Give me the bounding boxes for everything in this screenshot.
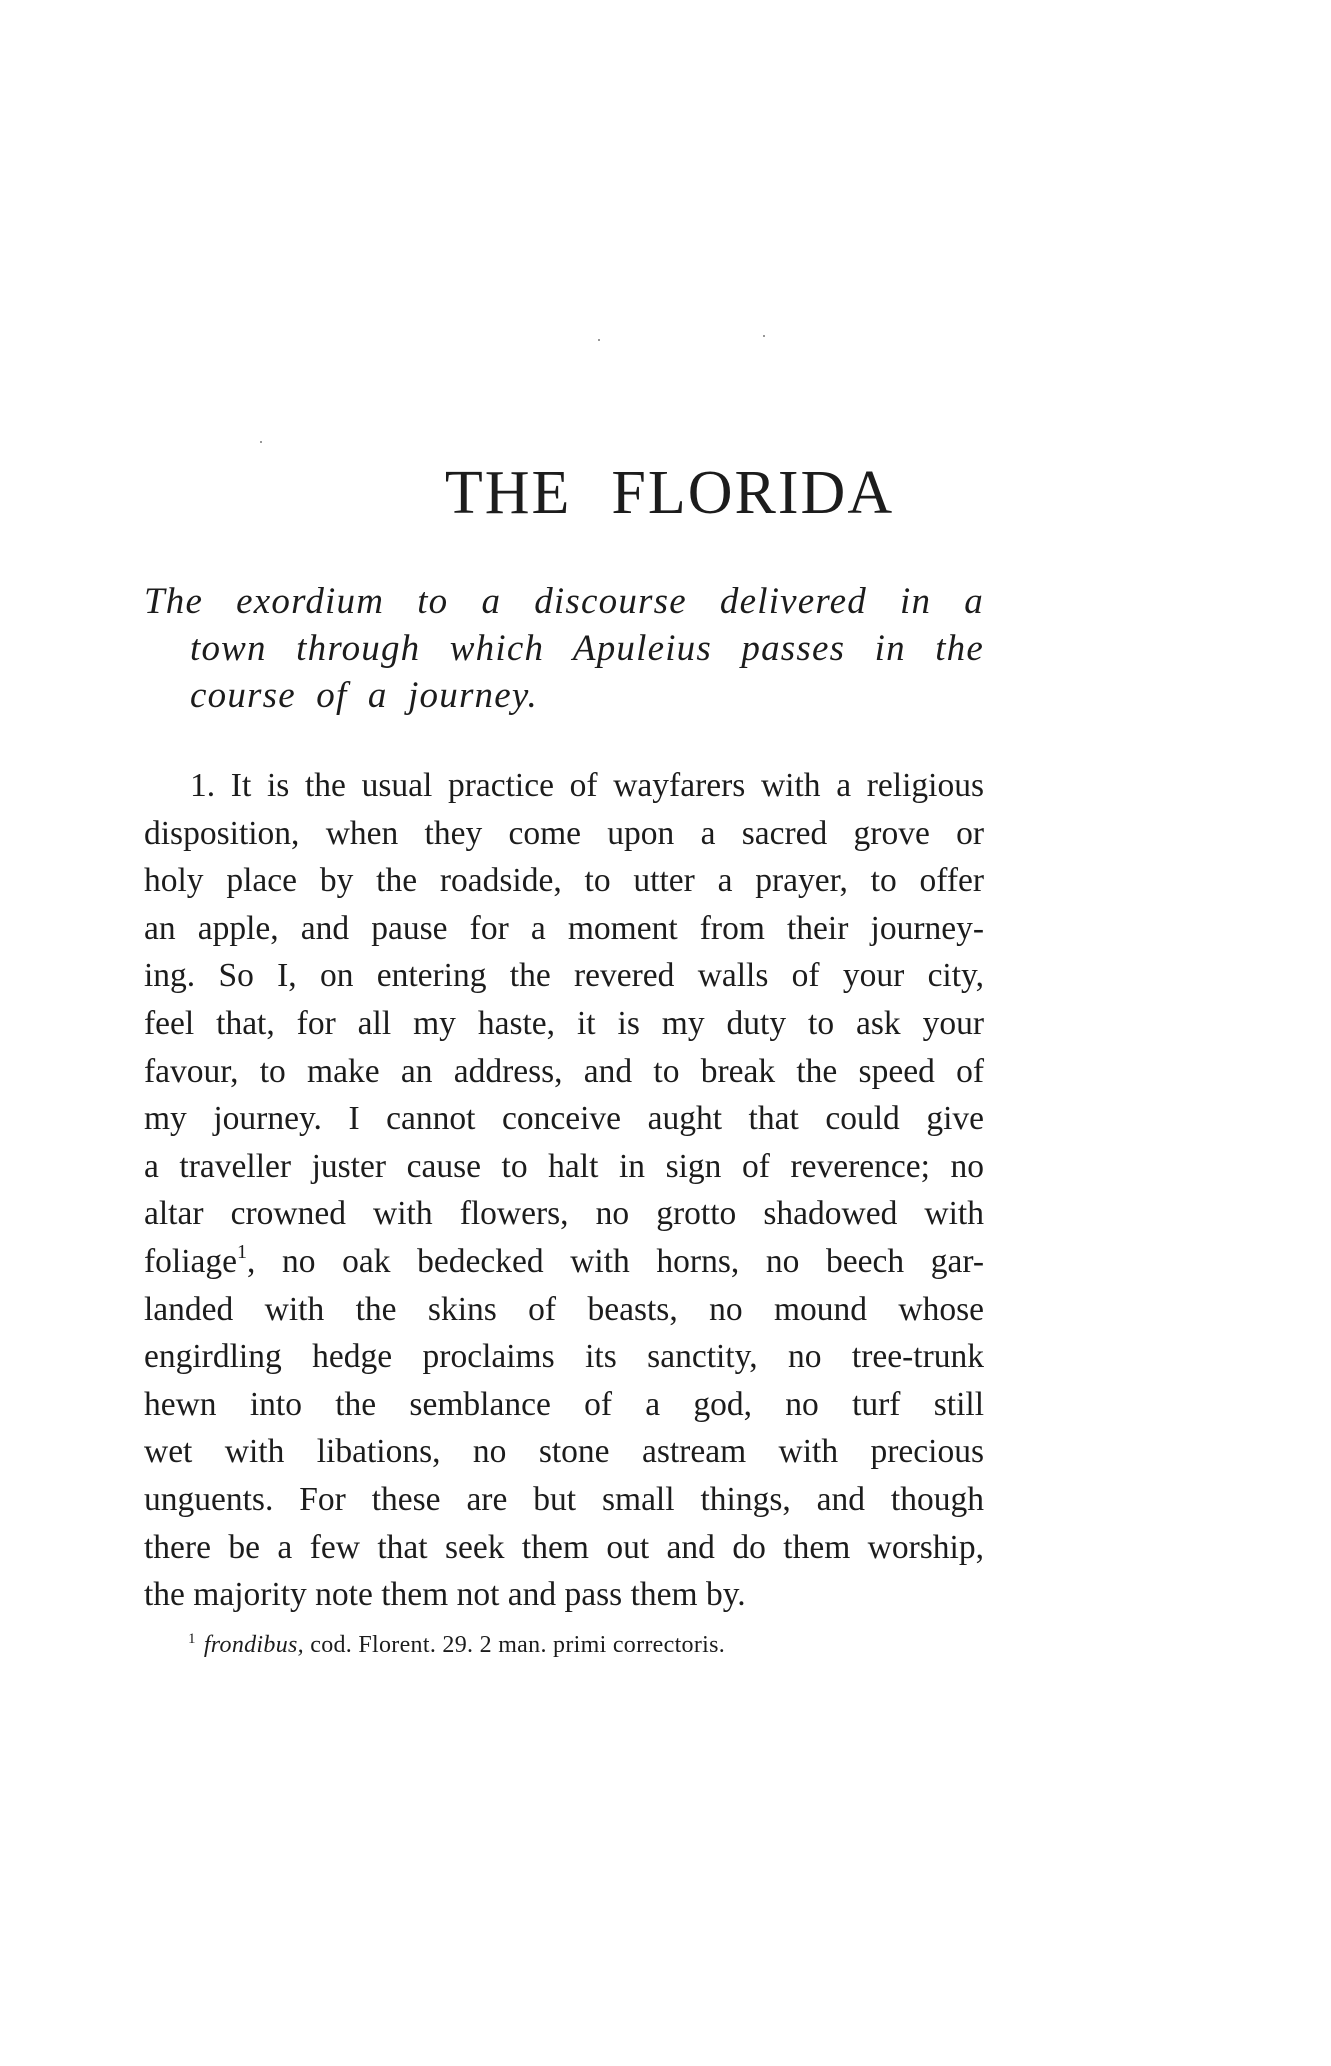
body-line: my journey. I cannot conceive aught that could give (144, 1100, 984, 1138)
body-line: a traveller juster cause to halt in sign of reverence; no (144, 1147, 984, 1185)
body-line: engirdling hedge proclaims its sanctity, no tree-trunk (144, 1338, 984, 1376)
body-line: holy place by the roadside, to utter a prayer, to offer (144, 862, 984, 900)
body-line: ing. So I, on entering the revered walls of your city, (144, 957, 984, 995)
body-line: 1. It is the usual practice of wayfarers with a religious (190, 767, 984, 804)
footnote-reference: 1 (237, 1240, 248, 1263)
body-line: favour, to make an address, and to break the speed of (144, 1052, 984, 1090)
body-line-part: foliage (144, 1242, 238, 1280)
scan-speck (763, 335, 765, 337)
body-paragraph (144, 762, 984, 1619)
footnote-italic-word: frondibus, (203, 1632, 304, 1658)
body-line: landed with the skins of beasts, no mound whose (144, 1290, 984, 1328)
body-line: an apple, and pause for a moment from their journey- (144, 909, 984, 947)
body-line: hewn into the semblance of a god, no turf still (144, 1385, 984, 1423)
body-line: unguents. For these are but small things, and though (144, 1480, 984, 1518)
body-line: disposition, when they come upon a sacred grove or (144, 814, 984, 852)
body-line-with-footnote (144, 1238, 984, 1286)
title-word-the: THE (444, 459, 572, 527)
page-title (0, 459, 1331, 527)
body-line: there be a few that seek them out and do them worship, (144, 1528, 984, 1566)
footnote-mark: 1 (188, 1631, 196, 1647)
body-line: wet with libations, no stone astream with precious (144, 1433, 984, 1471)
footnote (188, 1630, 988, 1660)
chapter-subtitle: The exordium to a discourse delivered in a town through which Apuleius passes in the course of a journey. (144, 581, 984, 716)
scan-speck (598, 339, 600, 341)
scan-speck (260, 441, 262, 443)
title-word-florida: FLORIDA (611, 459, 895, 527)
body-line: the majority note them not and pass them by. (144, 1576, 746, 1614)
body-line: feel that, for all my haste, it is my duty to ask your (144, 1004, 984, 1042)
body-line-part: , no oak bedecked with horns, no beech gar- (247, 1242, 984, 1280)
body-line: altar crowned with flowers, no grotto shadowed with (144, 1195, 984, 1233)
footnote-text: cod. Florent. 29. 2 man. primi correctoris. (303, 1632, 726, 1658)
